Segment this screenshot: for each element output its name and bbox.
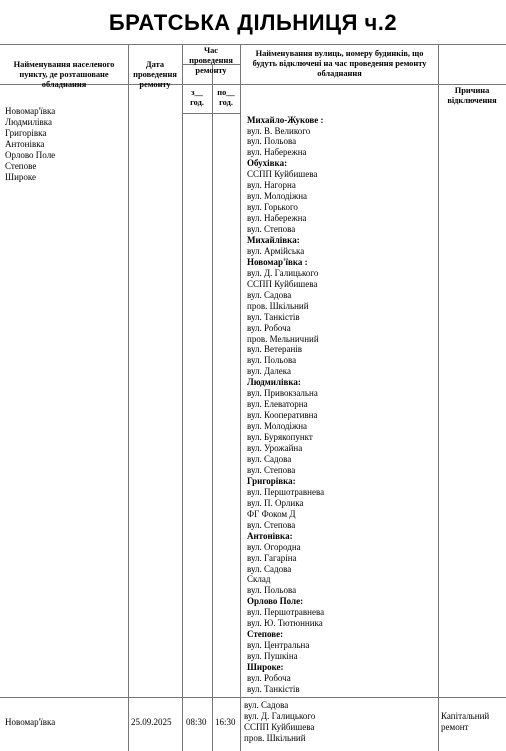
row2-street: вул. Садова	[244, 700, 289, 710]
street-item: вул. Горького	[247, 202, 298, 213]
street-item: вул. Далека	[247, 366, 291, 377]
street-group-heading: Обухівка:	[247, 158, 288, 169]
row2-street: вул. Д. Галицького	[244, 711, 316, 721]
row2-settlement: Новомар'ївка	[5, 717, 56, 727]
street-group-heading: Михайлівка:	[247, 234, 300, 245]
street-item: вул. Нагорна	[247, 180, 296, 191]
street-group-heading: Михайло-Жукове :	[247, 114, 324, 125]
street-item: вул. Танкістів	[247, 683, 300, 694]
street-group-heading: Новомар'ївка :	[247, 256, 308, 267]
street-group-heading: Антонівка:	[247, 530, 293, 541]
street-item: ССПП Куйбишева	[247, 169, 318, 180]
settlement-name: Григорівка	[5, 128, 47, 138]
street-item: вул. Д. Галицького	[247, 267, 319, 278]
street-item: вул. Гагаріна	[247, 552, 297, 563]
street-item: вул. Польова	[247, 585, 297, 596]
row2-reason: Капітальний ремонт	[441, 711, 490, 732]
street-item: вул. Огородна	[247, 541, 301, 552]
settlement-name: Новомар'ївка	[5, 106, 56, 116]
street-item: вул. Робоча	[247, 672, 291, 683]
row2-street: ССПП Куйбишева	[244, 722, 315, 732]
page-title: БРАТСЬКА ДІЛЬНИЦЯ ч.2	[108, 10, 398, 35]
settlement-name: Антонівка	[5, 139, 45, 149]
street-item: вул. Ю. Тютюнника	[247, 618, 323, 629]
street-item: вул. Привокзальна	[247, 388, 318, 399]
street-group-heading: Широке:	[247, 662, 284, 672]
street-item: вул. Кооперативна	[247, 410, 318, 421]
street-item: вул. Ветеранів	[247, 344, 303, 355]
row2-street: пров. Шкільний	[244, 733, 306, 743]
street-item: вул. Першотравнева	[247, 486, 325, 497]
street-item: ССПП Куйбишева	[247, 278, 318, 289]
street-item: вул. Пушкіна	[247, 651, 298, 661]
street-group-heading: Григорівка:	[247, 475, 296, 486]
street-item: ФГ Фоком Д	[247, 508, 296, 519]
street-item: вул. Набережна	[247, 213, 307, 224]
settlement-name: Широке	[5, 172, 37, 182]
street-item: вул. Елеваторна	[247, 399, 308, 410]
street-item: вул. Степова	[247, 464, 296, 475]
settlement-name: Степове	[5, 161, 37, 171]
street-item: вул. Садова	[247, 453, 292, 464]
street-item: Склад	[247, 574, 271, 585]
street-item: вул. Набережна	[247, 147, 307, 158]
street-item: вул. Бурякопункт	[247, 432, 313, 442]
header-time: Час проведення ремонту	[189, 46, 233, 75]
row2-time-to: 16:30	[215, 717, 236, 727]
street-item: пров. Шкільний	[247, 300, 309, 311]
street-item: вул. Урожайна	[247, 443, 303, 453]
street-item: вул. Першотравнева	[247, 607, 325, 618]
header-settlement: Найменування населеного пункту, де розташоване обладнання	[13, 60, 115, 89]
header-date: Дата проведення ремонту	[133, 60, 177, 89]
header-time-from: з__ год.	[190, 88, 204, 107]
street-item: вул. Степова	[247, 224, 296, 234]
street-item: вул. Садова	[247, 289, 292, 300]
street-item: вул. Молодіжна	[247, 421, 308, 432]
settlement-name: Орлово Поле	[5, 150, 56, 160]
street-item: вул. Центральна	[247, 640, 310, 651]
street-item: вул. Садова	[247, 563, 292, 574]
header-time-to: по__ год.	[217, 88, 235, 107]
street-item: вул. П. Орлика	[247, 497, 304, 508]
settlement-name: Людмилівка	[5, 117, 52, 127]
header-streets: Найменування вулиць, номеру будинків, що будуть відключені на час проведення ремонту обладнання	[252, 49, 427, 78]
street-group-heading: Людмилівка:	[247, 377, 301, 388]
street-item: вул. Робоча	[247, 322, 291, 333]
street-item: вул. Молодіжна	[247, 191, 308, 202]
street-item: вул. В. Великого	[247, 125, 311, 136]
street-item: вул. Степова	[247, 519, 296, 530]
street-item: вул. Танкістів	[247, 311, 300, 322]
street-item: вул. Польова	[247, 136, 297, 147]
street-group-heading: Орлово Поле:	[247, 596, 304, 607]
street-item: вул. Армійська	[247, 245, 305, 256]
row2-time-from: 08:30	[186, 717, 207, 727]
street-item: вул. Польова	[247, 355, 297, 366]
street-item: пров. Мельничний	[247, 333, 319, 344]
street-group-heading: Степове:	[247, 629, 284, 640]
row2-date: 25.09.2025	[131, 717, 172, 727]
header-reason: Причина відключення	[447, 86, 497, 105]
